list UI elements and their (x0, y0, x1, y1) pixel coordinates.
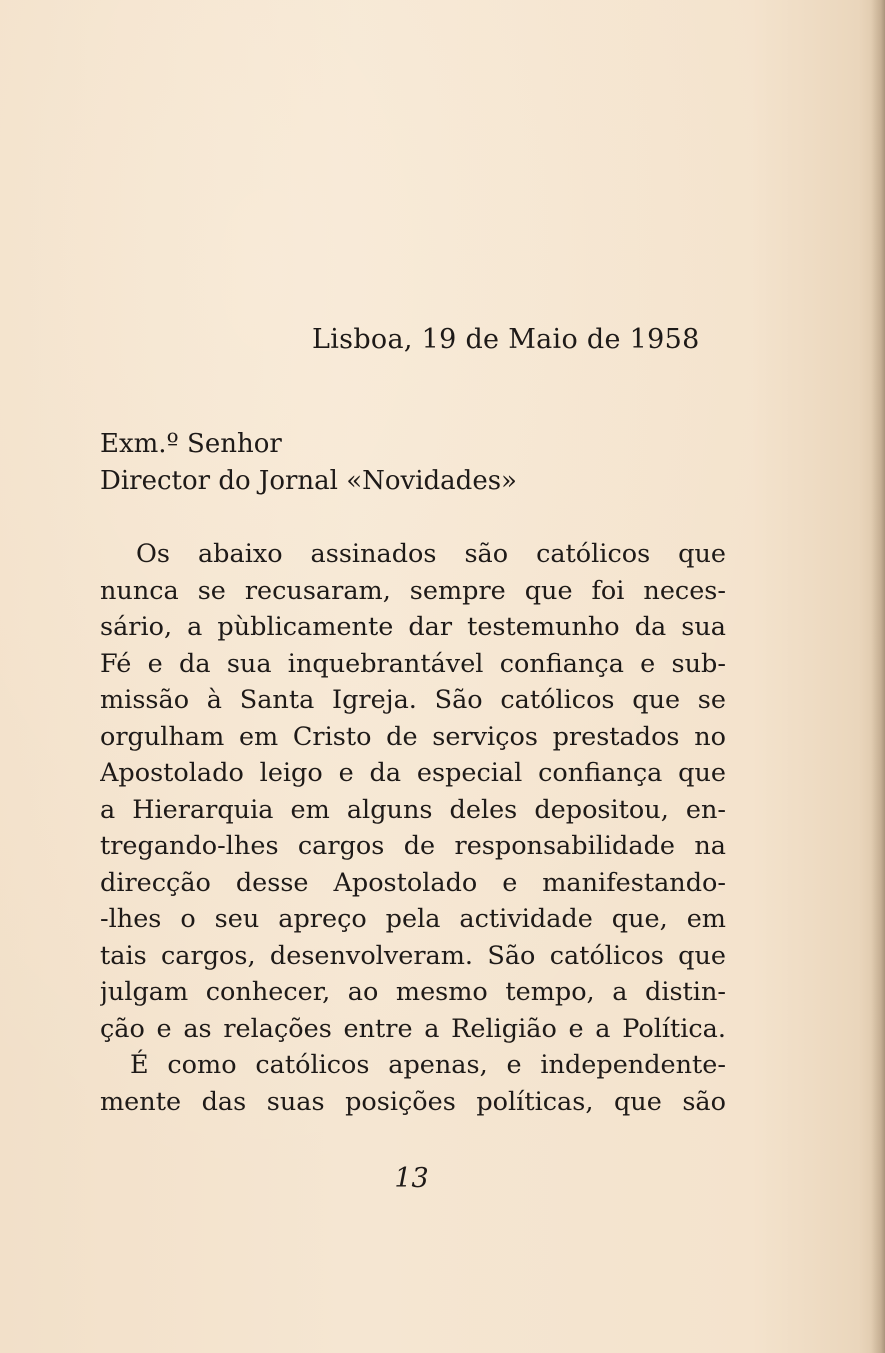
text-line: sário, a pùblicamente dar testemunho da sua (100, 612, 726, 642)
body-paragraph (100, 536, 726, 1120)
dateline: Lisboa, 19 de Maio de 1958 (312, 324, 700, 355)
page-number: 13 (394, 1163, 429, 1194)
text-line: a Hierarquia em alguns deles depositou, en- (100, 794, 726, 825)
page-edge-shadow (871, 0, 885, 1353)
text-line: tais cargos, desenvolveram. São católicos que (100, 940, 726, 971)
text-line: direcção desse Apostolado e manifestando- (100, 867, 726, 898)
text-line: Apostolado leigo e da especial confiança que (100, 758, 726, 788)
text-line: ção e as relações entre a Religião e a Política. (100, 1013, 726, 1044)
salutation-line: Exm.º Senhor (100, 429, 282, 459)
text-line: julgam conhecer, ao mesmo tempo, a distin- (100, 977, 726, 1007)
salutation (100, 426, 517, 500)
text-line: tregando-lhes cargos de responsabilidade na (100, 831, 726, 861)
text-line: orgulham em Cristo de serviços prestados no (100, 721, 726, 752)
text-line: Os abaixo assinados são católicos que (136, 539, 726, 569)
salutation-line: Director do Jornal «Novidades» (100, 466, 517, 496)
text-line: É como católicos apenas, e independente- (130, 1050, 726, 1080)
text-line: nunca se recusaram, sempre que foi neces- (100, 575, 726, 606)
text-line: mente das suas posições políticas, que são (100, 1086, 726, 1117)
text-line: -lhes o seu apreço pela actividade que, em (100, 904, 726, 934)
text-line: Fé e da sua inquebrantável confiança e sub- (100, 648, 726, 679)
text-line: missão à Santa Igreja. São católicos que se (100, 685, 726, 715)
